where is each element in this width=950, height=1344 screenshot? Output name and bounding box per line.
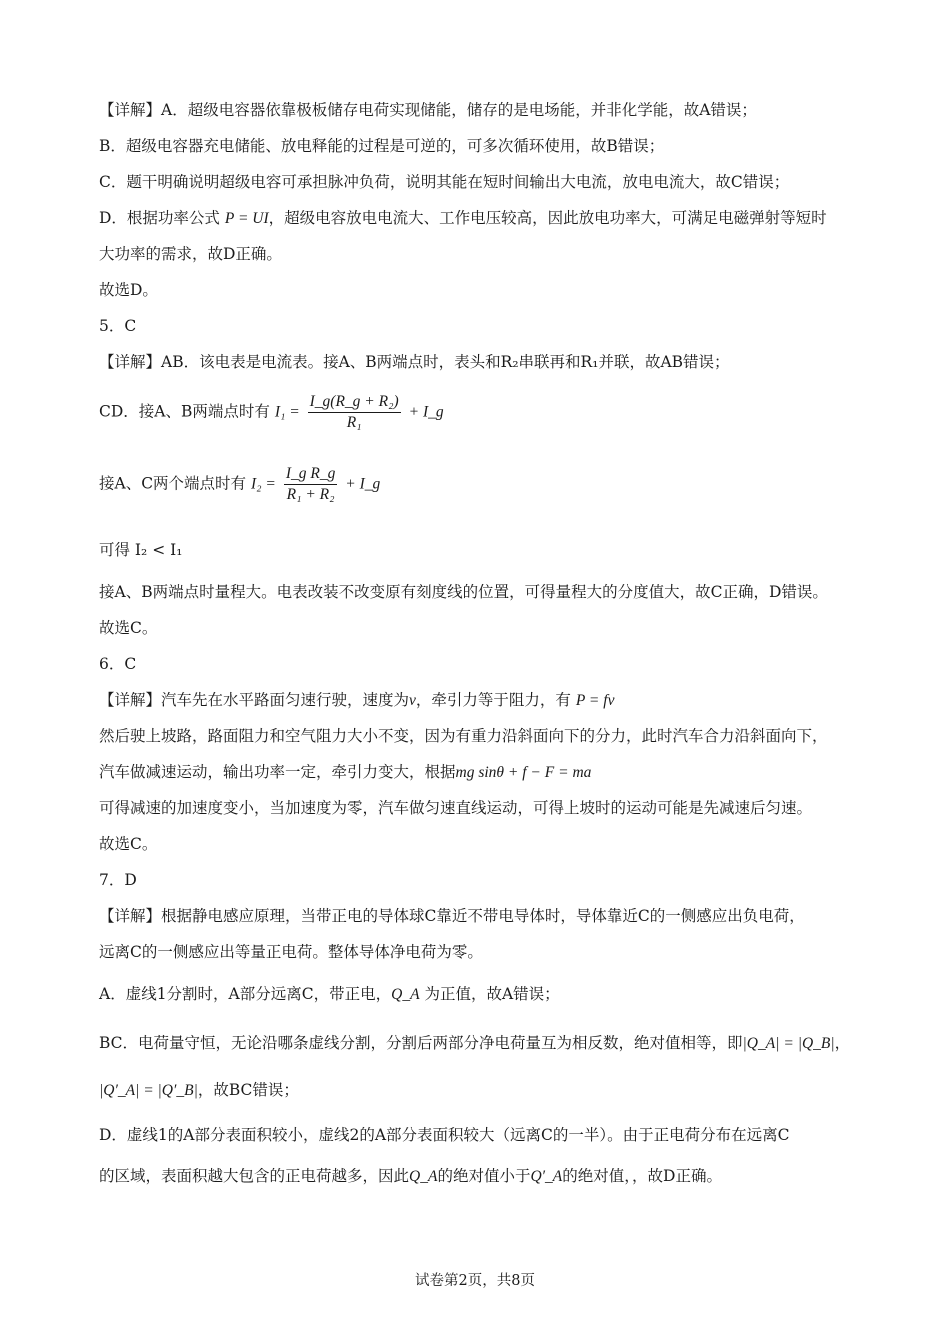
q7-qa-prime-symbol: Q′_A: [530, 1168, 563, 1185]
q7-bc-pre: BC．电荷量守恒，无论沿哪条虚线分割，分割后两部分净电荷量互为相反数，绝对值相等，即: [99, 1034, 743, 1052]
q4-detail-b: [99, 135, 664, 157]
q4-d1-pre: D．根据功率公式: [99, 209, 220, 227]
q4-detail-d2: [99, 243, 282, 265]
q7-a-post: 为正值，故A错误；: [424, 985, 560, 1003]
q6-answer: [99, 653, 136, 675]
q5-ac-numerator: I_g R_g: [284, 464, 338, 485]
q7-qa-symbol-2: Q_A: [409, 1168, 438, 1185]
q6-detail-mid: ，牵引力等于阻力，有: [415, 691, 571, 709]
q5-cd-numerator: I_g(R_g + R₂): [308, 392, 401, 413]
q5-detail-text: 【详解】AB．该电表是电流表。接A、B两端点时，表头和R₂串联再和R₁并联，故AB错误；: [99, 353, 730, 371]
q4-detail-c-text: C．题干明确说明超级电容可承担脉冲负荷，说明其能在短时间输出大电流，放电电流大，故C错误；: [99, 173, 790, 191]
q7-bc-line2: [99, 1079, 299, 1102]
q7-answer-text: 7．D: [99, 871, 137, 889]
q5-note: [99, 581, 828, 603]
q5-cd-fraction: [308, 392, 401, 433]
q5-ac-lhs: I₂ =: [251, 475, 276, 493]
q6-conclusion-text: 故选C。: [99, 835, 158, 853]
q4-conclusion: [99, 279, 158, 301]
q5-result-text: 可得 I₂ < I₁: [99, 541, 183, 559]
q7-d2-mid: 的绝对值小于: [437, 1167, 531, 1185]
page-footer: 试卷第2页，共8页: [415, 1273, 535, 1289]
q5-cd-denominator: R₁: [346, 414, 362, 431]
q5-conclusion: [99, 617, 157, 639]
q7-answer: [99, 869, 137, 891]
q5-result: [99, 539, 182, 561]
q5-cd-tail: + I_g: [408, 403, 444, 421]
q6-line4: [99, 797, 812, 819]
q5-cd-pre: CD．接A、B两端点时有: [99, 402, 270, 421]
q4-d1-post: ，超级电容放电电流大、工作电压较高，因此放电功率大，可满足电磁弹射等短时: [268, 209, 827, 227]
q5-answer: [99, 315, 136, 337]
q5-cd-line: [99, 392, 444, 433]
q6-line4-text: 可得减速的加速度变小，当加速度为零，汽车做匀速直线运动，可得上坡时的运动可能是先减速后匀速。: [99, 799, 813, 817]
q7-d-line2: [99, 1165, 722, 1188]
q5-ac-denominator: R₁ + R₂: [286, 486, 335, 503]
q5-answer-text: 5．C: [99, 317, 137, 335]
q7-detail1: [99, 905, 805, 927]
q5-cd-lhs: I₁ =: [274, 403, 300, 421]
q7-detail2-text: 远离C的一侧感应出等量正电荷。整体导体净电荷为零。: [99, 943, 483, 961]
q6-conclusion: [99, 833, 157, 855]
q4-detail-d1: [99, 207, 827, 230]
q6-answer-text: 6．C: [99, 655, 137, 673]
q7-bc-equation1: |Q_A| = |Q_B|: [742, 1035, 835, 1052]
q7-bc-line1: BC．电荷量守恒，无论沿哪条虚线分割，分割后两部分净电荷量互为相反数，绝对值相等，即|Q_A| = |Q_B|，: [99, 1034, 851, 1052]
q7-a-line: [99, 983, 560, 1006]
q5-ac-tail: + I_g: [345, 475, 381, 493]
q6-power-formula: P = fv: [575, 692, 615, 709]
q7-d1-text: D．虚线1的A部分表面积较小，虚线2的A部分表面积较大（远离C的一半）。由于正电荷分布在远离C: [99, 1126, 790, 1144]
q4-detail-a-text: 【详解】A．超级电容器依靠极板储存电荷实现储能，储存的是电场能，并非化学能，故A错误；: [99, 101, 757, 119]
q4-detail-a: [99, 99, 757, 121]
q6-line3: [99, 761, 591, 784]
q4-d2-text: 大功率的需求，故D正确。: [99, 245, 282, 263]
q7-qa-symbol: Q_A: [391, 986, 420, 1003]
q6-line3-pre: 汽车做减速运动，输出功率一定，牵引力变大，根据: [99, 763, 456, 781]
q7-bc-equation2: |Q′_A| = |Q′_B|: [99, 1082, 198, 1099]
q5-ac-line: [99, 464, 380, 505]
q7-d2-post: 的绝对值，，故D正确。: [562, 1167, 722, 1185]
q5-detail: [99, 351, 730, 373]
q6-detail-pre: 【详解】汽车先在水平路面匀速行驶，速度为: [99, 691, 410, 709]
q4-conclusion-text: 故选D。: [99, 281, 158, 299]
q7-d-line1: [99, 1124, 790, 1146]
q6-newton-formula: mg sinθ + f − F = ma: [455, 764, 592, 781]
q7-detail1-text: 【详解】根据静电感应原理，当带正电的导体球C靠近不带电导体时，导体靠近C的一侧感应出负电荷，: [99, 907, 805, 925]
q5-conclusion-text: 故选C。: [99, 619, 158, 637]
q4-detail-b-text: B．超级电容器充电储能、放电释能的过程是可逆的，可多次循环使用，故B错误；: [99, 137, 665, 155]
q7-d2-pre: 的区域，表面积越大包含的正电荷越多，因此: [99, 1167, 410, 1185]
q6-velocity-symbol: v: [409, 692, 416, 709]
q5-note-text: 接A、B两端点时量程大。电表改装不改变原有刻度线的位置，可得量程大的分度值大，故C正确，D错误。: [99, 583, 828, 601]
q5-ac-fraction: [284, 464, 338, 505]
q5-ac-pre: 接A、C两个端点时有: [99, 474, 247, 493]
power-formula: P = UI: [224, 210, 269, 227]
q6-detail: [99, 689, 614, 712]
q7-a-pre: A．虚线1分割时，A部分远离C，带正电，: [99, 985, 392, 1003]
q6-line2-text: 然后驶上坡路，路面阻力和空气阻力大小不变，因为有重力沿斜面向下的分力，此时汽车合力沿斜面向下，: [99, 727, 828, 745]
q7-bc-post: ，故BC错误；: [197, 1081, 299, 1099]
q6-line2: [99, 725, 828, 747]
q4-detail-c: [99, 171, 789, 193]
q7-detail2: [99, 941, 483, 963]
